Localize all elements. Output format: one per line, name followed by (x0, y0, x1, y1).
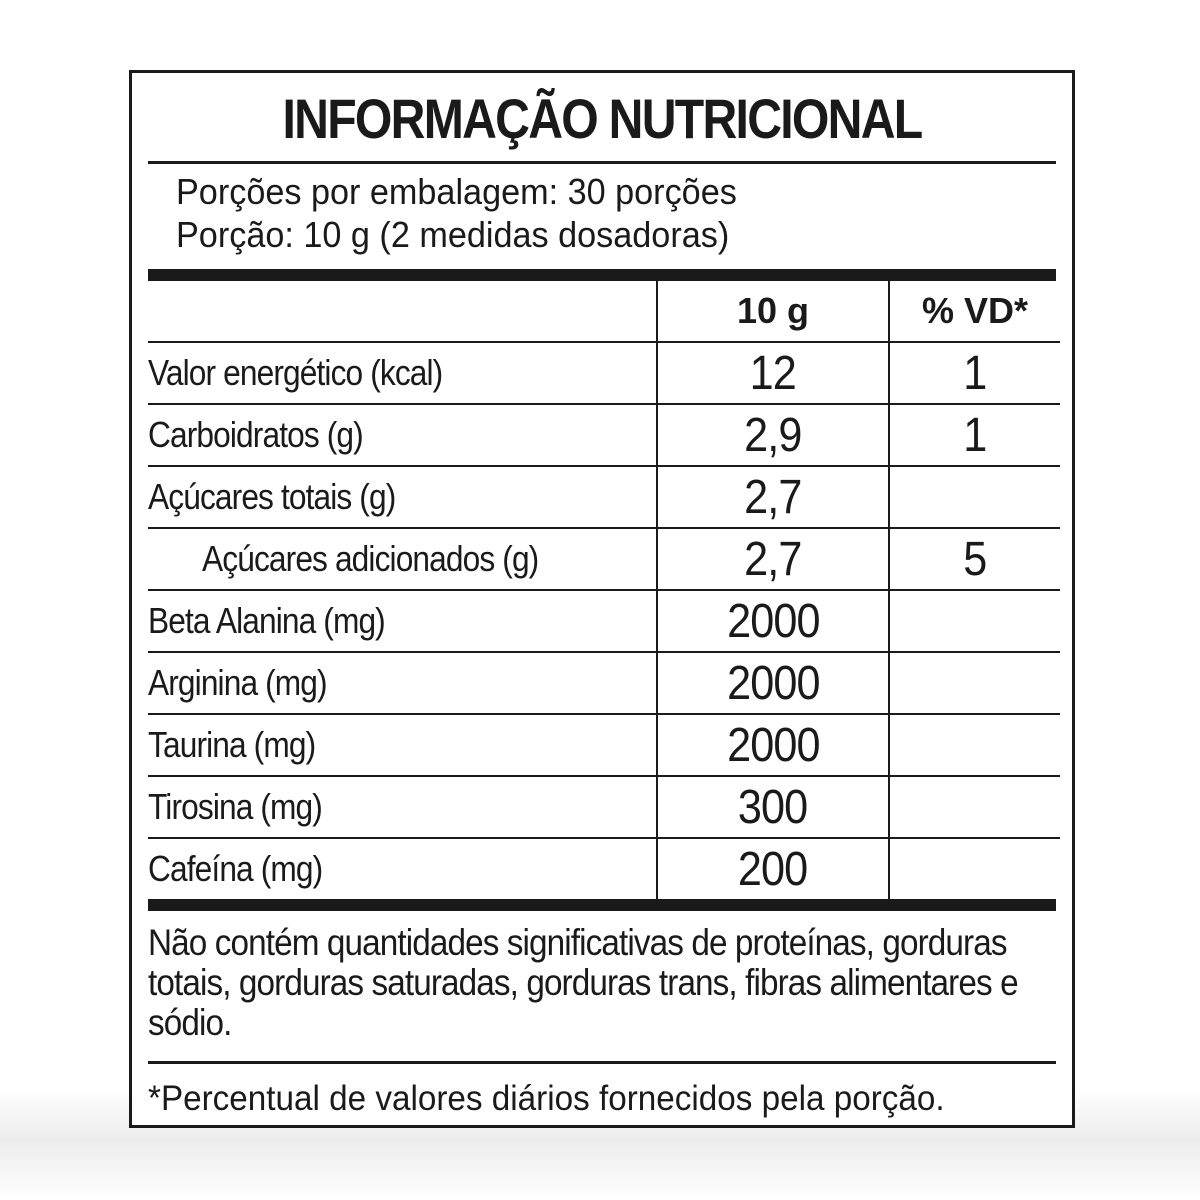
nutrient-value: 200 (657, 838, 889, 899)
header-nutrient (148, 281, 657, 342)
nutrient-name: Beta Alanina (mg) (148, 590, 657, 652)
header-daily-value: % VD* (921, 290, 1029, 331)
nutrient-vd: 5 (889, 528, 1060, 590)
note-daily-value: *Percentual de valores diários fornecidos pela porção. (148, 1079, 945, 1118)
nutrient-name: Tirosina (mg) (148, 776, 657, 838)
nutrient-name: Arginina (mg) (148, 652, 657, 714)
table-row (148, 404, 1060, 466)
header-amount: 10 g (657, 281, 889, 342)
table-row (148, 590, 1060, 652)
nutrient-name: Açúcares totais (g) (148, 466, 657, 528)
nutrient-value: 2000 (657, 590, 889, 652)
nutrient-name: Carboidratos (g) (148, 404, 657, 466)
nutrient-name: Valor energético (kcal) (148, 342, 657, 404)
label-title: INFORMAÇÃO NUTRICIONAL (282, 87, 922, 150)
table-row (148, 714, 1060, 776)
nutrient-vd (889, 652, 1060, 714)
nutrient-vd: 1 (889, 404, 1060, 466)
divider-title (148, 161, 1056, 164)
nutrition-facts-label (129, 70, 1075, 1128)
nutrient-value: 2,9 (657, 404, 889, 466)
nutrient-value: 300 (657, 776, 889, 838)
note-not-significant: Não contém quantidades significativas de proteínas, gorduras totais, gorduras saturadas, gorduras trans, fibras alimentares e sódio. (148, 922, 1018, 1043)
nutrient-vd (889, 466, 1060, 528)
table-header-row (148, 281, 1060, 342)
nutrient-value: 2000 (657, 652, 889, 714)
servings-per-package: Porções por embalagem: 30 porções (176, 171, 737, 212)
nutrient-value: 2,7 (657, 528, 889, 590)
table-row (148, 342, 1060, 404)
nutrient-vd (889, 838, 1060, 899)
nutrient-name: Taurina (mg) (148, 714, 657, 776)
nutrient-name: Cafeína (mg) (148, 838, 657, 899)
divider-footnote (148, 1061, 1056, 1064)
nutrient-vd (889, 590, 1060, 652)
nutrient-name: Açúcares adicionados (g) (148, 528, 657, 590)
table-row (148, 652, 1060, 714)
nutrient-value: 2000 (657, 714, 889, 776)
table-row (148, 838, 1060, 899)
table-row (148, 528, 1060, 590)
nutrient-vd (889, 714, 1060, 776)
divider-thick-bottom (148, 899, 1056, 911)
table-row (148, 776, 1060, 838)
table-row (148, 466, 1060, 528)
nutrient-value: 12 (657, 342, 889, 404)
nutrient-vd: 1 (889, 342, 1060, 404)
nutrition-table (148, 281, 1060, 899)
nutrient-vd (889, 776, 1060, 838)
serving-size: Porção: 10 g (2 medidas dosadoras) (176, 214, 730, 255)
nutrient-value: 2,7 (657, 466, 889, 528)
divider-thick-top (148, 269, 1056, 281)
